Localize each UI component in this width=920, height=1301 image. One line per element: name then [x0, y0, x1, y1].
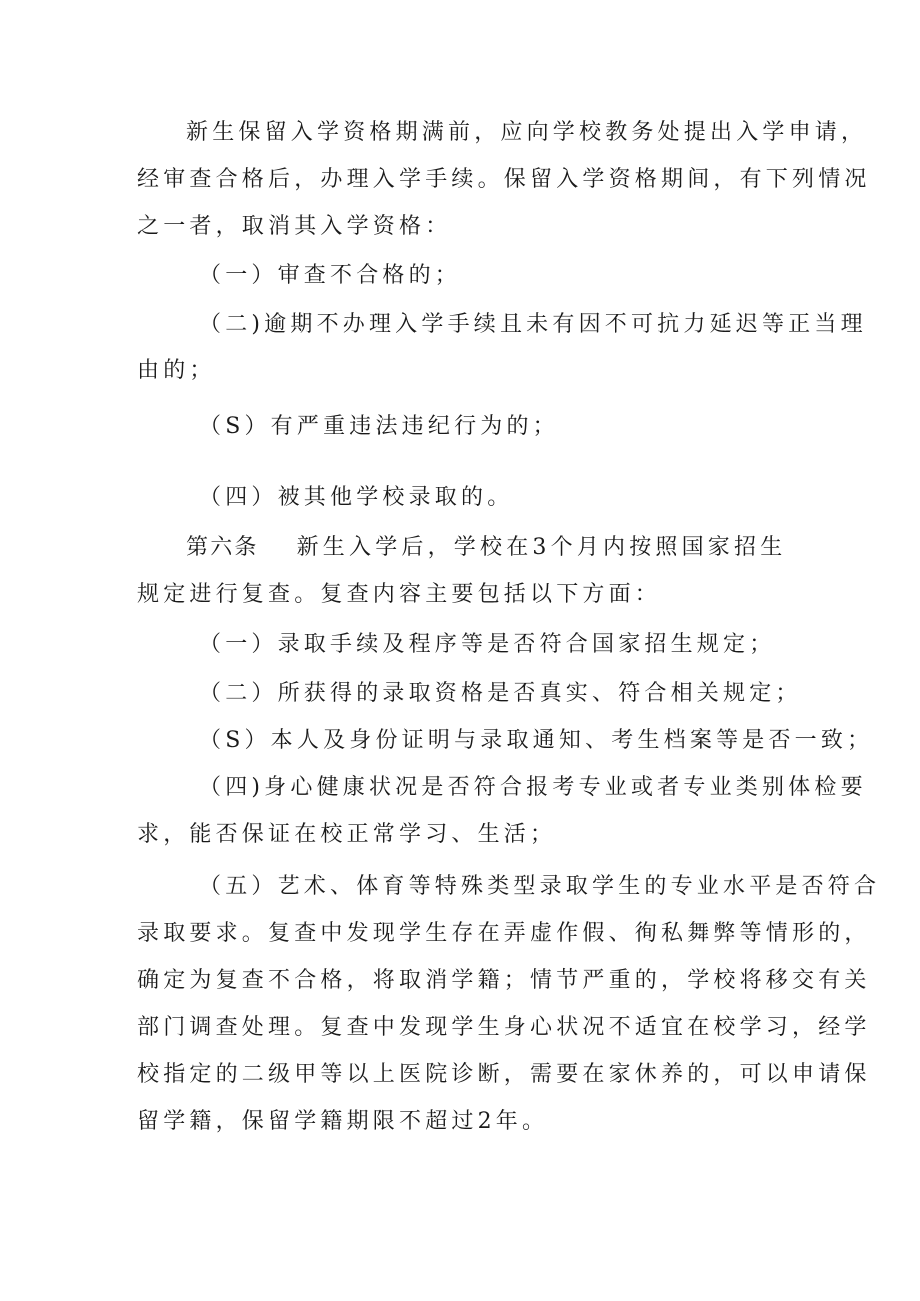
article-lead-text: 新生入学后，学校在3个月内按照国家招生 [296, 535, 787, 560]
text-line-8: （四）被其他学校录取的。 [199, 485, 514, 510]
text-line-3: 之一者，取消其入学资格： [137, 214, 452, 239]
text-line-7: （S）有严重违法违纪行为的； [199, 414, 559, 439]
text-line-14: （S）本人及身份证明与录取通知、考生档案等是否一致； [199, 728, 874, 753]
text-line-13: （二）所获得的录取资格是否真实、符合相关规定； [199, 681, 802, 706]
text-line-6: 由的； [137, 358, 216, 383]
article-number: 第六条 [186, 535, 259, 560]
text-line-20: 部门调查处理。复查中发现学生身心状况不适宜在校学习，经学 [137, 1015, 871, 1040]
text-line-2: 经审查合格后，办理入学手续。保留入学资格期间，有下列情况 [137, 167, 871, 192]
text-line-21: 校指定的二级甲等以上医院诊断，需要在家休养的，可以申请保 [137, 1062, 871, 1087]
text-line-4: （一）审查不合格的； [199, 263, 462, 288]
text-line-22: 留学籍，保留学籍期限不超过2年。 [137, 1109, 549, 1134]
text-line-18: 录取要求。复查中发现学生存在弄虚作假、徇私舞弊等情形的， [137, 921, 871, 946]
text-line-5: （二)逾期不办理入学手续且未有因不可抗力延迟等正当理 [199, 312, 867, 337]
text-line-15: （四)身心健康状况是否符合报考专业或者专业类别体检要 [199, 775, 867, 800]
text-line-16: 求，能否保证在校正常学习、生活； [137, 822, 557, 847]
article-heading-row [186, 533, 786, 563]
text-line-1: 新生保留入学资格期满前，应向学校教务处提出入学申请， [186, 120, 868, 145]
text-line-12: （一）录取手续及程序等是否符合国家招生规定； [199, 632, 776, 657]
text-line-17: （五）艺术、体育等特殊类型录取学生的专业水平是否符合 [199, 874, 881, 899]
text-line-11: 规定进行复查。复查内容主要包括以下方面： [137, 582, 662, 607]
text-line-19: 确定为复查不合格，将取消学籍；情节严重的，学校将移交有关 [137, 968, 871, 993]
